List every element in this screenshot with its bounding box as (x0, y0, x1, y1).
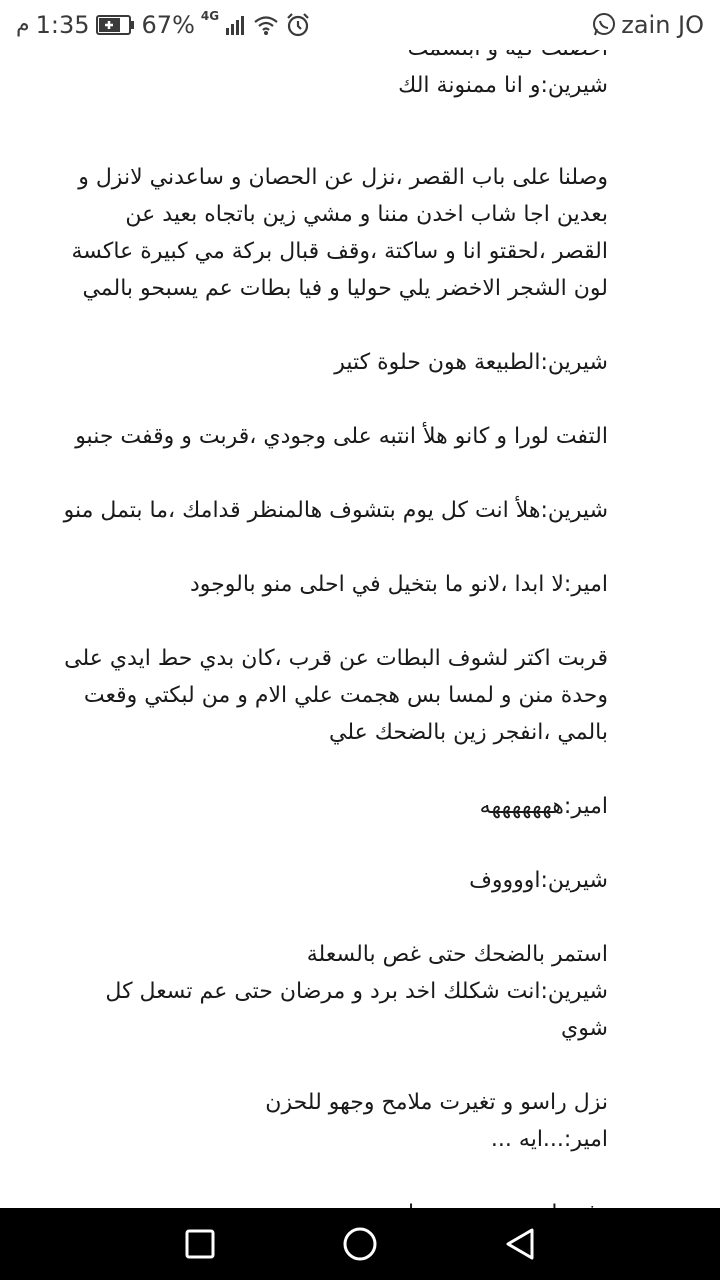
status-right (591, 8, 704, 42)
text-line: قربت اكتر لشوف البطات عن قرب ،كان بدي حط ايدي على (64, 646, 608, 671)
paragraph-gap (18, 104, 608, 141)
paragraph-gap (18, 899, 608, 936)
square-icon (184, 1228, 216, 1260)
text-line: امير:لا ابدا ،لانو ما بتخيل في احلى منو بالوجود (190, 572, 608, 597)
paragraph-gap (18, 141, 608, 159)
text-line: شيرين:اووووف (469, 868, 608, 893)
home-button[interactable] (342, 1226, 378, 1262)
paragraph-gap (18, 529, 608, 566)
battery-percent: 67% (141, 11, 195, 39)
clock-time: 1:35 (35, 11, 90, 39)
navigation-bar (0, 1208, 720, 1280)
text-line: بعدين اجا شاب اخدن مننا و مشي زين باتجاه بعيد عن (125, 202, 608, 227)
paragraph-gap (18, 751, 608, 788)
text-line: القصر ،لحقتو انا و ساكتة ،وقف قبال بركة مي كبيرة عاكسة (71, 239, 608, 264)
signal-icon (225, 14, 247, 36)
am-pm-indicator: م (16, 12, 30, 37)
text-line: شيرين:هلأ انت كل يوم بتشوف هالمنظر قدامك ،ما بتمل منو (63, 498, 608, 523)
text-line: لون الشجر الاخضر يلي حوليا و فيا بطات عم يسبحو بالمي (82, 276, 608, 301)
text-line: نزل راسو و تغيرت ملامح وجهو للحزن (265, 1090, 608, 1115)
paragraph-gap (18, 825, 608, 862)
paragraph-gap (18, 1158, 608, 1195)
story-body (18, 30, 608, 1232)
paragraph-gap (18, 307, 608, 344)
text-line: استمر بالضحك حتى غص بالسعلة (306, 942, 608, 967)
recents-button[interactable] (182, 1226, 218, 1262)
status-bar (0, 0, 720, 50)
text-line: التفت لورا و كانو هلأ انتبه على وجودي ،قربت و وقفت جنبو (75, 424, 608, 449)
text-line: بالمي ،انفجر زين بالضحك علي (329, 720, 608, 745)
paragraph-gap (18, 381, 608, 418)
paragraph-gap (18, 1047, 608, 1084)
text-line: وحدة منن و لمسا بس هجمت علي الام و من لبكتي وقعت (83, 683, 608, 708)
text-line: امير:...ايه ... (490, 1127, 608, 1152)
paragraph-gap (18, 455, 608, 492)
text-line: شيرين:انت شكلك اخد برد و مرضان حتى عم تسعل كل (105, 979, 608, 1004)
text-line: وصلنا على باب القصر ،نزل عن الحصان و ساعدني لانزل و (78, 165, 608, 190)
whatsapp-icon (591, 12, 617, 38)
battery-icon (96, 14, 136, 36)
status-left (16, 8, 311, 42)
text-line: شوي (560, 1016, 608, 1041)
triangle-icon (504, 1227, 536, 1261)
text-line: شيرين:الطبيعة هون حلوة كتير (334, 350, 608, 375)
paragraph-gap (18, 603, 608, 640)
circle-icon (342, 1226, 378, 1262)
alarm-icon (285, 12, 311, 38)
carrier-name: zain JO (621, 11, 704, 39)
text-line: امير:هههههههه (479, 794, 608, 819)
text-line: شيرين:و انا ممنونة الك (398, 73, 608, 98)
story-text (18, 50, 608, 1202)
wifi-icon (253, 14, 279, 36)
back-button[interactable] (502, 1226, 538, 1262)
network-type: 4G (200, 9, 220, 23)
